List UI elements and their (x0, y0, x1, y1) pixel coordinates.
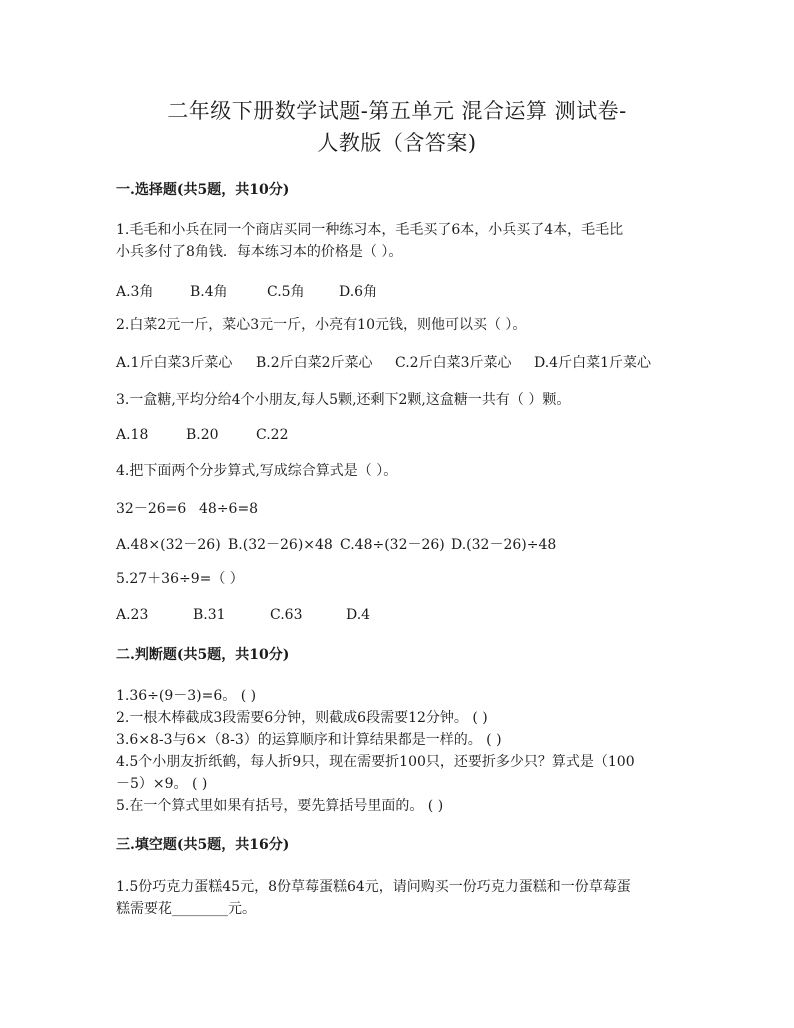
choice-options-4 (116, 535, 556, 555)
option: C.22 (256, 427, 289, 443)
choice-options-3 (116, 425, 288, 445)
option: B.20 (186, 427, 219, 443)
option: A.23 (116, 607, 149, 623)
option: B.4角 (190, 284, 228, 300)
option: C.48÷(32－26) (340, 537, 445, 553)
option: D.6角 (339, 284, 378, 300)
question-text: 糕需要花________元。 (116, 901, 256, 917)
question-text: 1.毛毛和小兵在同一个商店买同一种练习本，毛毛买了6本，小兵买了4本，毛毛比 (116, 222, 624, 238)
option: D.4斤白菜1斤菜心 (534, 355, 651, 371)
question-text: 小兵多付了8角钱．每本练习本的价格是（ ）。 (116, 244, 403, 260)
option: C.63 (270, 607, 303, 623)
question-text: 5.27＋36÷9=（ ） (116, 571, 244, 587)
option: B.(32－26)×48 (228, 537, 333, 553)
section-heading-fill: 三.填空题(共5题，共16分) (116, 837, 290, 853)
option: A.18 (116, 427, 149, 443)
option: B.2斤白菜2斤菜心 (256, 355, 373, 371)
judge-question-1: 1.36÷(9－3)=6。 ( ) (116, 688, 257, 704)
judge-question-2: 2.一根木棒截成3段需要6分钟，则截成6段需要12分钟。 ( ) (116, 710, 488, 726)
question-text: 2.白菜2元一斤，菜心3元一斤，小亮有10元钱，则他可以买（ ）。 (116, 317, 527, 333)
exam-title-line2: 人教版（含答案) (317, 131, 477, 155)
choice-options-5 (116, 605, 370, 625)
question-text: 1.5份巧克力蛋糕45元，8份草莓蛋糕64元，请问购买一份巧克力蛋糕和一份草莓蛋 (116, 879, 631, 895)
option: A.3角 (116, 284, 154, 300)
question-text: 4.把下面两个分步算式,写成综合算式是（ ）。 (116, 463, 398, 479)
step-equation: 32－26=6 (116, 501, 187, 517)
option: C.2斤白菜3斤菜心 (395, 355, 512, 371)
choice-question-5 (116, 568, 678, 590)
choice-question-3 (116, 389, 678, 411)
judge-question-4: 4.5个小朋友折纸鹤，每人折9只，现在需要折100只，还要折多少只？算式是（100 (116, 754, 635, 770)
exam-title-line1: 二年级下册数学试题-第五单元 混合运算 测试卷- (167, 99, 627, 123)
choice-options-2 (116, 353, 651, 373)
option: B.31 (193, 607, 226, 623)
fill-question-1 (116, 876, 678, 920)
step-equation: 48÷6=8 (199, 501, 259, 517)
option: D.(32－26)÷48 (451, 537, 557, 553)
option: A.48×(32－26) (116, 537, 221, 553)
judge-question-5: 5.在一个算式里如果有括号，要先算括号里面的。 ( ) (116, 798, 444, 814)
judge-questions (116, 685, 678, 817)
section-heading-choice: 一.选择题(共5题，共10分) (116, 182, 290, 198)
choice-question-1 (116, 219, 678, 263)
option: C.5角 (267, 284, 305, 300)
section-heading-judge: 二.判断题(共5题，共10分) (116, 647, 290, 663)
option: D.4 (346, 607, 371, 623)
choice-question-2 (116, 314, 678, 336)
judge-question-3: 3.6×8-3与6×（8-3）的运算顺序和计算结果都是一样的。 ( ) (116, 732, 502, 748)
choice-question-4 (116, 460, 678, 482)
option: A.1斤白菜3斤菜心 (116, 355, 233, 371)
choice-options-1 (116, 282, 377, 302)
judge-question-4-cont: －5）×9。 ( ) (116, 776, 208, 792)
question-text: 3.一盒糖,平均分给4个小朋友,每人5颗,还剩下2颗,这盒糖一共有（ ）颗。 (116, 392, 571, 408)
step-equations (116, 499, 258, 519)
